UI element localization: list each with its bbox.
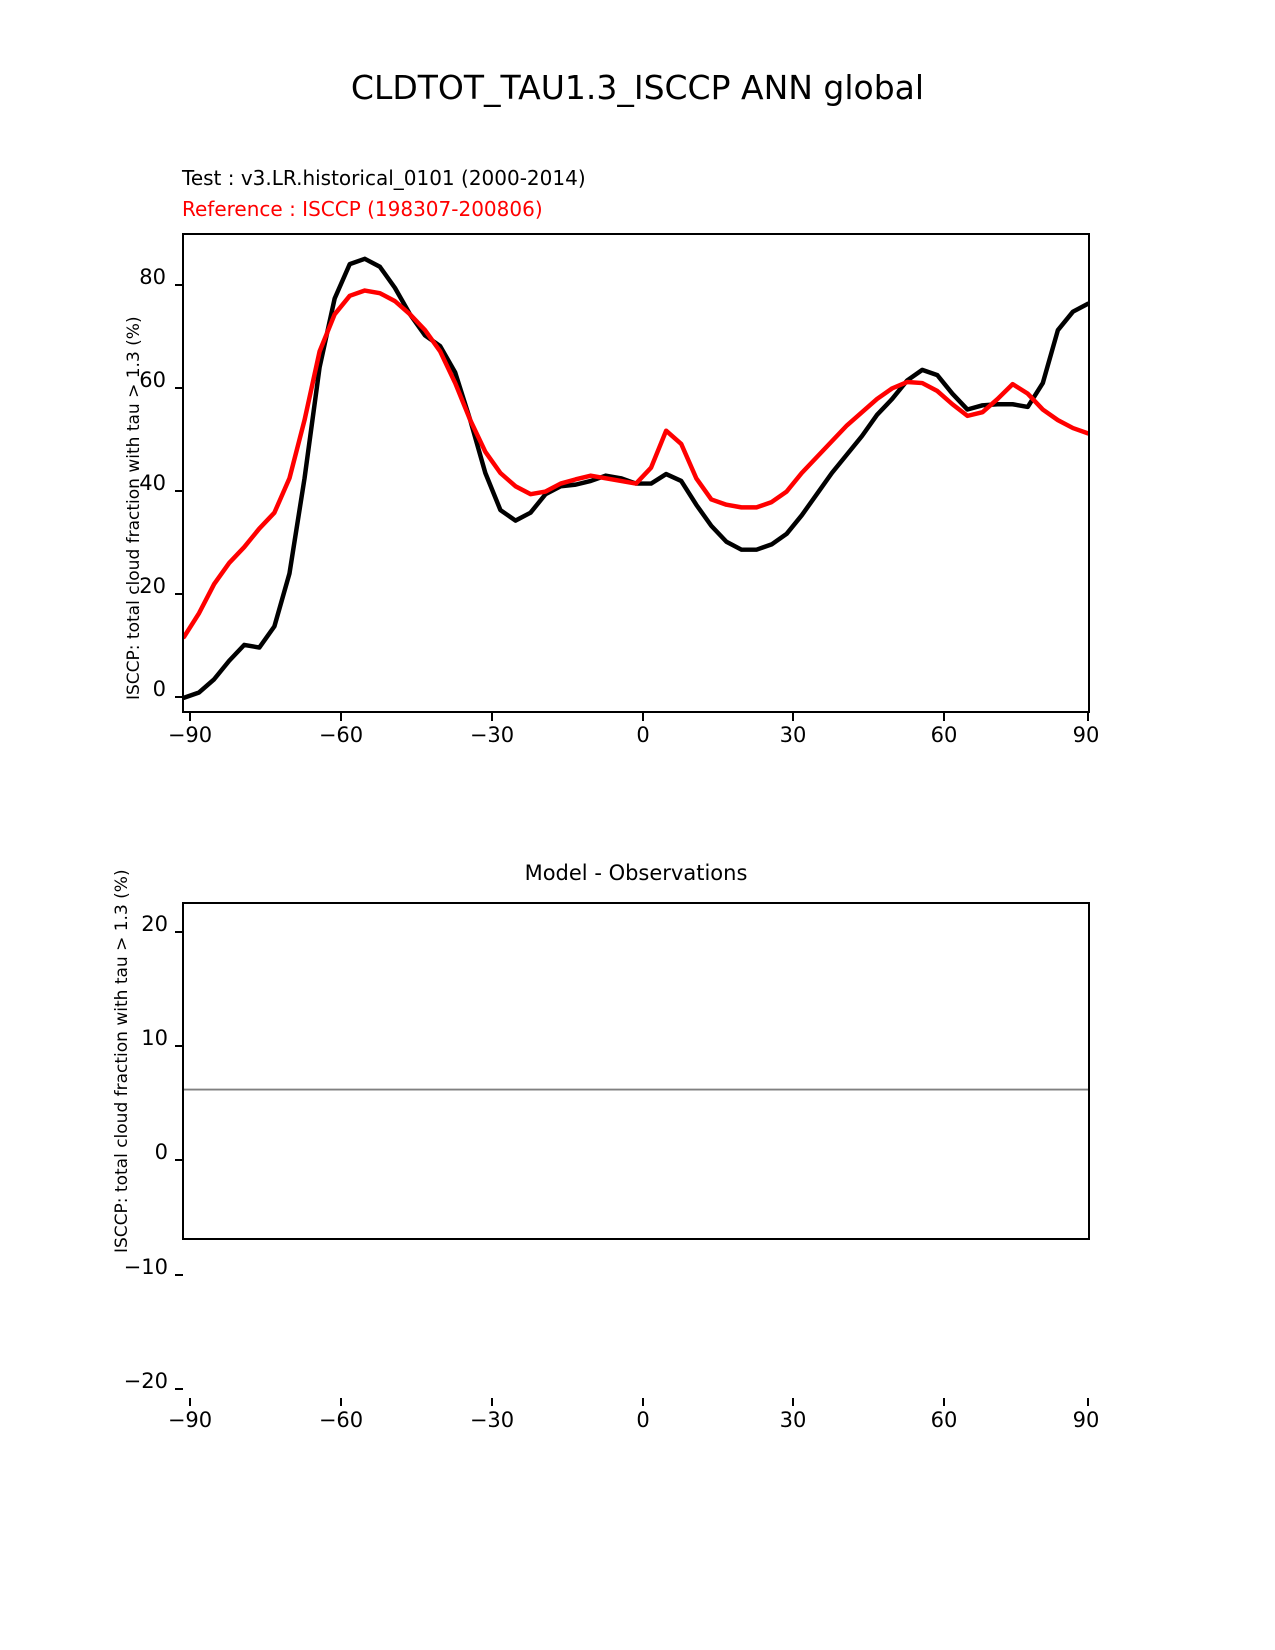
bottom-ytick--20: −20: [123, 1369, 168, 1393]
panel-difference: [0, 855, 1275, 1432]
bottom-xtick-90: 90: [1072, 1408, 1100, 1432]
bottom-xtickmark: [943, 1398, 945, 1406]
top-xtick-0: 0: [636, 723, 650, 747]
top-xtickmark: [1087, 713, 1089, 721]
bottom-ytickmark: [175, 1388, 183, 1390]
bottom-ytick--10: −10: [123, 1255, 168, 1279]
top-xtick-60: 60: [930, 723, 958, 747]
top-xtick--60: −60: [318, 723, 364, 747]
legend-reference-label: Reference : ISCCP (198307-200806): [182, 197, 543, 221]
bottom-xtick--60: −60: [318, 1408, 364, 1432]
top-xtickmark: [642, 713, 644, 721]
bottom-xtick--90: −90: [167, 1408, 213, 1432]
bottom-xtick-30: 30: [779, 1408, 807, 1432]
bottom-xtickmark: [189, 1398, 191, 1406]
top-xtickmark: [491, 713, 493, 721]
top-xtickmark: [792, 713, 794, 721]
bottom-chart-lines: [184, 904, 1088, 1238]
top-ytick-20: 20: [139, 574, 166, 598]
bottom-y-axis-label: ISCCP: total cloud fraction with tau > 1.3 (%): [112, 869, 132, 1253]
top-xtick--90: −90: [167, 723, 213, 747]
legend-test-label: Test : v3.LR.historical_0101 (2000-2014): [182, 166, 586, 190]
top-xtickmark: [943, 713, 945, 721]
bottom-ytick-20: 20: [141, 912, 168, 936]
top-plot-area: [182, 233, 1090, 713]
bottom-xtick--30: −30: [469, 1408, 515, 1432]
top-chart-lines: [184, 235, 1088, 711]
bottom-xtickmark: [1087, 1398, 1089, 1406]
top-xtick-90: 90: [1072, 723, 1100, 747]
bottom-panel-title: Model - Observations: [524, 861, 748, 885]
top-xtickmark: [189, 713, 191, 721]
top-ytick-80: 80: [139, 265, 166, 289]
top-xtick--30: −30: [469, 723, 515, 747]
top-ytick-60: 60: [139, 368, 166, 392]
bottom-xtickmark: [491, 1398, 493, 1406]
bottom-ytick-10: 10: [141, 1026, 168, 1050]
legend-annotations: [182, 163, 586, 225]
bottom-ytick-0: 0: [154, 1140, 168, 1164]
top-xtick-30: 30: [779, 723, 807, 747]
top-ytick-40: 40: [139, 471, 166, 495]
top-ytick-0: 0: [152, 677, 166, 701]
bottom-xtickmark: [642, 1398, 644, 1406]
bottom-xtickmark: [792, 1398, 794, 1406]
bottom-plot-area: [182, 902, 1090, 1240]
top-xtickmark: [340, 713, 342, 721]
bottom-xtickmark: [340, 1398, 342, 1406]
bottom-ytickmark: [175, 1274, 183, 1276]
panel-model-vs-observations: [0, 225, 1275, 745]
page-title: CLDTOT_TAU1.3_ISCCP ANN global: [350, 68, 925, 107]
top-y-axis-label: ISCCP: total cloud fraction with tau > 1.3 (%): [124, 316, 144, 700]
bottom-xtick-60: 60: [930, 1408, 958, 1432]
bottom-xtick-0: 0: [636, 1408, 650, 1432]
